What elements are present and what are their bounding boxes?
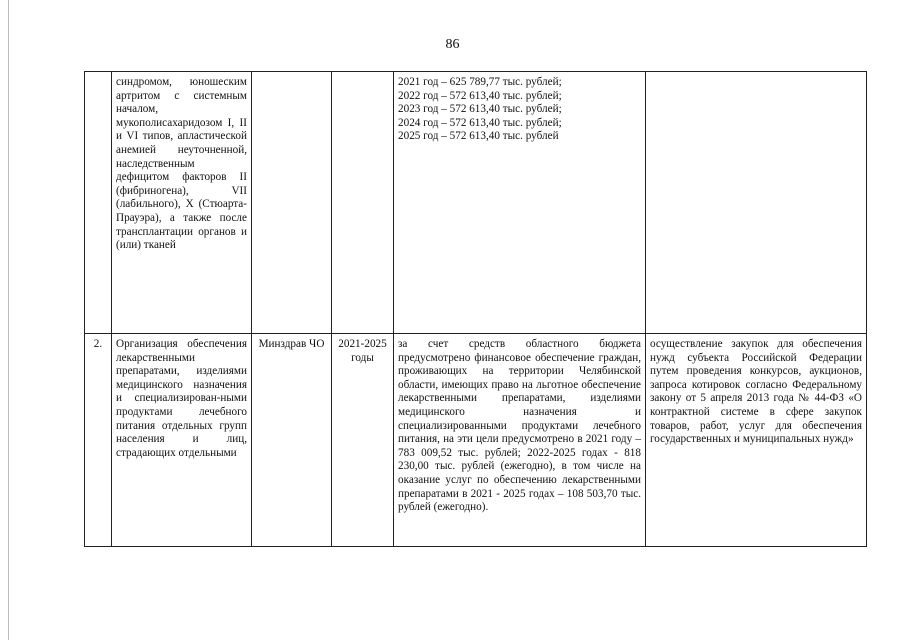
funding-line: 2021 год – 625 789,77 тыс. рублей; — [398, 76, 562, 88]
measure-name-cell: Организация обеспечения лекарственными препаратами, изделиями медицинского назначения и специализирован-ными продуктами лечебного питания отдельных групп населения и лиц, страдающих отдельными — [112, 334, 252, 547]
table-row — [85, 334, 867, 547]
funding-line: 2024 год – 572 613,40 тыс. рублей; — [398, 116, 562, 129]
page-left-edge — [8, 0, 9, 640]
table-row — [85, 72, 867, 334]
measures-table — [84, 71, 867, 547]
measure-name-cell: синдромом, юношеским артритом с системным началом, мукополисахаридозом I, II и VI типов, апластической анемией неуточненной, наследственным дефицитом факторов II (фибриногена), VII (лабильного), X (Стюарта-Прауэра), а также после трансплантации органов и (или) тканей — [112, 72, 252, 334]
mechanism-cell: осуществление закупок для обеспечения нужд субъекта Российской Федерации путем проведения конкурсов, аукционов, запроса котировок согласно Федеральному закону от 5 апреля 2013 года № 44-ФЗ «О контрактной системе в сфере закупок товаров, работ, услуг для обеспечения государственных и муниципальных нужд» — [646, 334, 867, 547]
executor-cell: Минздрав ЧО — [252, 334, 332, 547]
page-number: 86 — [445, 37, 460, 52]
funding-line: 2023 год – 572 613,40 тыс. рублей; — [398, 103, 562, 116]
row-number-cell — [85, 72, 112, 334]
funding-cell: за счет средств областного бюджета предусмотрено финансовое обеспечение граждан, проживающих на территории Челябинской области, имеющих право на льготное обеспечение лекарственными препаратами, изделиями медицинского назначения и специализированными продуктами лечебного питания, на эти цели предусмотрено в 2021 году – 783 009,52 тыс. рублей; 2022-2025 годах - 818 230,00 тыс. рублей (ежегодно), в том числе на оказание услуг по обеспечению лекарственными препаратами в 2021 - 2025 годах – 108 503,70 тыс. рублей (ежегодно). — [394, 334, 646, 547]
mechanism-cell — [646, 72, 867, 334]
row-number-cell: 2. — [85, 334, 112, 547]
funding-line: 2022 год – 572 613,40 тыс. рублей; — [398, 89, 562, 102]
period-cell — [332, 72, 394, 334]
executor-cell — [252, 72, 332, 334]
period-cell: 2021-2025 годы — [332, 334, 394, 547]
funding-line: 2025 год – 572 613,40 тыс. рублей — [398, 130, 559, 143]
funding-cell — [394, 72, 646, 334]
